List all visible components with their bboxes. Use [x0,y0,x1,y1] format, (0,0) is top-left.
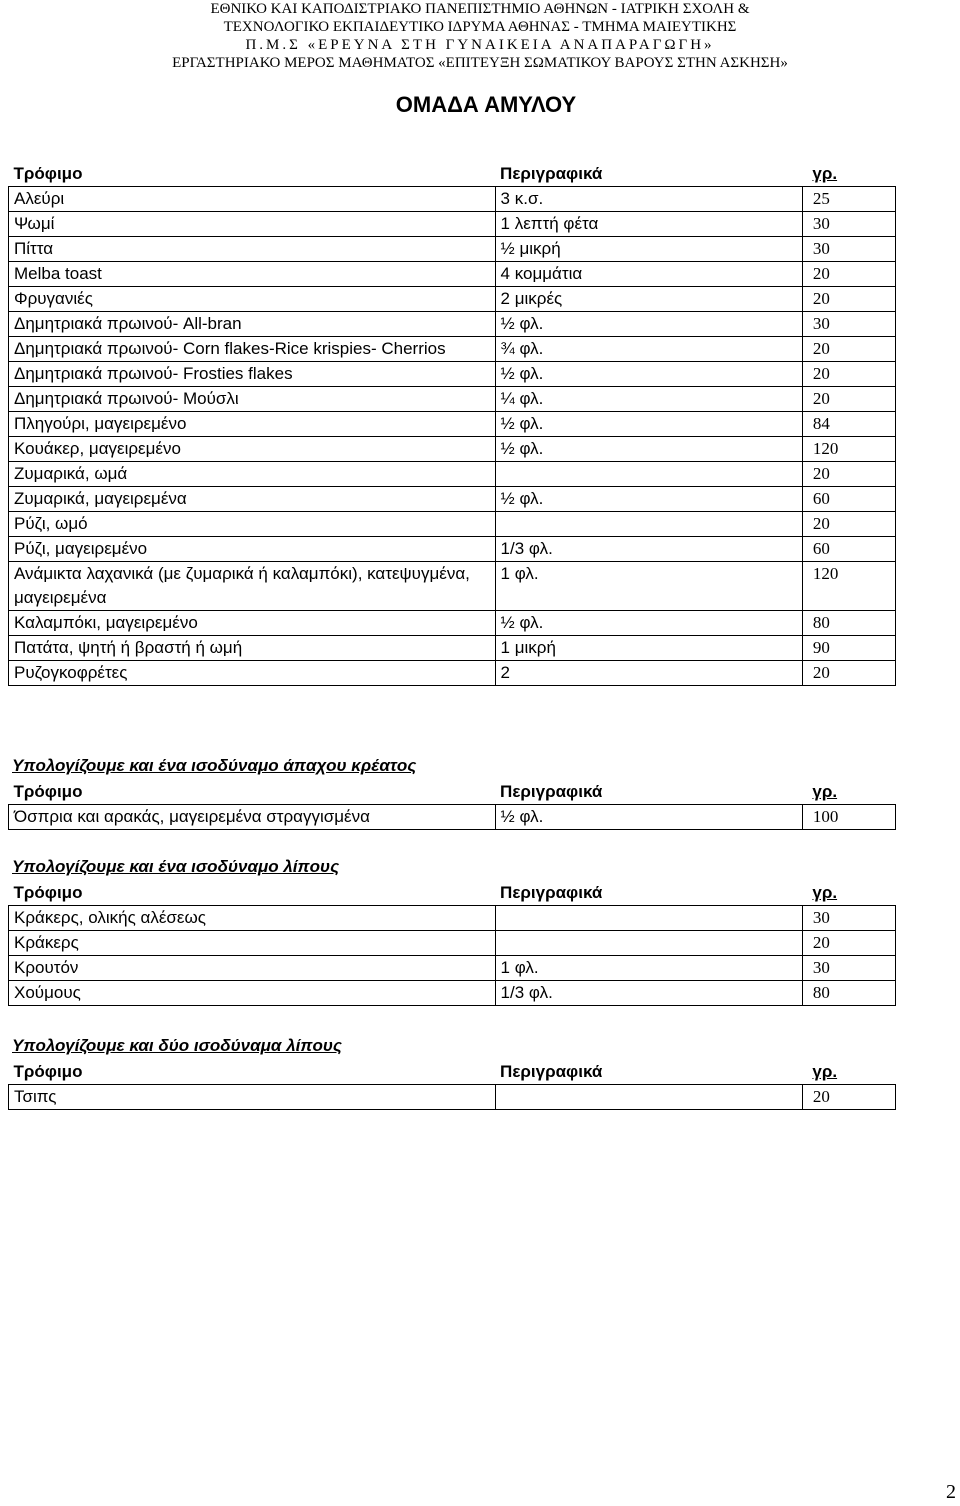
one-fat-table [8,881,896,1006]
cell-food: Ψωμί [9,212,496,237]
column-header-description: Περιγραφικά [495,881,802,906]
cell-description [495,1085,802,1110]
table-row [9,661,896,686]
cell-food: Melba toast [9,262,496,287]
table-row [9,237,896,262]
cell-food: Κράκερς, ολικής αλέσεως [9,906,496,931]
cell-description: 1/3 φλ. [495,981,802,1006]
table-row [9,212,896,237]
cell-food: Δημητριακά πρωινού- Corn flakes-Rice krispies- Cherrios [9,337,496,362]
cell-grams: 30 [802,312,895,337]
column-header-description: Περιγραφικά [495,1060,802,1085]
starch-table [8,162,896,686]
column-header-grams: γρ. [802,780,895,805]
cell-grams: 60 [802,487,895,512]
table-row [9,562,896,611]
cell-grams: 30 [802,956,895,981]
cell-grams: 20 [802,262,895,287]
cell-food: Δημητριακά πρωινού- All-bran [9,312,496,337]
table-row [9,906,896,931]
cell-description: 2 μικρές [495,287,802,312]
table-header-row [9,1060,896,1085]
cell-food: Κουάκερ, μαγειρεμένο [9,437,496,462]
cell-description: 1/3 φλ. [495,537,802,562]
table-row [9,1085,896,1110]
cell-food: Χούμους [9,981,496,1006]
cell-grams: 120 [802,437,895,462]
cell-description: ½ φλ. [495,362,802,387]
column-header-description: Περιγραφικά [495,162,802,187]
table-row [9,931,896,956]
table-row [9,312,896,337]
cell-grams: 120 [802,562,895,611]
table-row [9,262,896,287]
cell-description: ½ φλ. [495,611,802,636]
column-header-food: Τρόφιμο [9,881,496,906]
cell-description: ½ φλ. [495,412,802,437]
cell-description: ½ μικρή [495,237,802,262]
cell-grams: 20 [802,661,895,686]
lean-meat-table [8,780,896,830]
cell-grams: 20 [802,337,895,362]
cell-grams: 30 [802,906,895,931]
cell-grams: 20 [802,462,895,487]
cell-food: Κρουτόν [9,956,496,981]
cell-description: 3 κ.σ. [495,187,802,212]
cell-food: Πληγούρι, μαγειρεμένο [9,412,496,437]
cell-grams: 20 [802,287,895,312]
table-row [9,462,896,487]
cell-description: ½ φλ. [495,437,802,462]
cell-food: Πατάτα, ψητή ή βραστή ή ωμή [9,636,496,661]
table-row [9,362,896,387]
cell-description [495,906,802,931]
cell-grams: 20 [802,362,895,387]
header-line-program: Π.Μ.Σ «ΕΡΕΥΝΑ ΣΤΗ ΓΥΝΑΙΚΕΙΑ ΑΝΑΠΑΡΑΓΩΓΗ» [245,37,715,53]
two-fat-table [8,1060,896,1110]
cell-food: Ζυμαρικά, ωμά [9,462,496,487]
table-row [9,337,896,362]
cell-description: ½ φλ. [495,487,802,512]
column-header-food: Τρόφιμο [9,162,496,187]
cell-food: Ζυμαρικά, μαγειρεμένα [9,487,496,512]
cell-food: Δημητριακά πρωινού- Μούσλι [9,387,496,412]
cell-food: Ρύζι, ωμό [9,512,496,537]
cell-grams: 100 [802,805,895,830]
page-number: 2 [946,1481,956,1503]
header-line-university: ΕΘΝΙΚΟ ΚΑΙ ΚΑΠΟΔΙΣΤΡΙΑΚΟ ΠΑΝΕΠΙΣΤΗΜΙΟ ΑΘΗΝΩΝ - ΙΑΤΡΙΚΗ ΣΧΟΛΗ & [210,1,750,17]
cell-description: 2 [495,661,802,686]
cell-description: 1 μικρή [495,636,802,661]
cell-grams: 20 [802,512,895,537]
table-row [9,387,896,412]
cell-grams: 30 [802,237,895,262]
cell-grams: 90 [802,636,895,661]
table-row [9,187,896,212]
cell-food: Όσπρια και αρακάς, μαγειρεμένα στραγγισμένα [9,805,496,830]
table-row [9,487,896,512]
table-header-row [9,780,896,805]
column-header-food: Τρόφιμο [9,780,496,805]
cell-description: 1 λεπτή φέτα [495,212,802,237]
table-row [9,437,896,462]
table-row [9,512,896,537]
column-header-grams: γρ. [802,881,895,906]
cell-description [495,931,802,956]
header-line-institute: ΤΕΧΝΟΛΟΓΙΚΟ ΕΚΠΑΙΔΕΥΤΙΚΟ ΙΔΡΥΜΑ ΑΘΗΝΑΣ - ΤΜΗΜΑ ΜΑΙΕΥΤΙΚΗΣ [223,19,737,35]
cell-description [495,462,802,487]
header-line-course: ΕΡΓΑΣΤΗΡΙΑΚΟ ΜΕΡΟΣ ΜΑΘΗΜΑΤΟΣ «ΕΠΙΤΕΥΞΗ ΣΩΜΑΤΙΚΟΥ ΒΑΡΟΥΣ ΣΤΗΝ ΑΣΚΗΣΗ» [172,55,788,71]
table-row [9,981,896,1006]
cell-food: Ανάμικτα λαχανικά (με ζυμαρικά ή καλαμπόκι), κατεψυγμένα, μαγειρεμένα [9,562,496,611]
table-row [9,287,896,312]
cell-description: ½ φλ. [495,312,802,337]
cell-food: Αλεύρι [9,187,496,212]
table-row [9,956,896,981]
cell-description: ¼ φλ. [495,387,802,412]
cell-grams: 30 [802,212,895,237]
column-header-grams: γρ. [802,162,895,187]
cell-description: 4 κομμάτια [495,262,802,287]
cell-food: Πίττα [9,237,496,262]
table-row [9,611,896,636]
cell-grams: 60 [802,537,895,562]
cell-food: Ρυζογκοφρέτες [9,661,496,686]
cell-food: Τσιπς [9,1085,496,1110]
table-header-row [9,162,896,187]
cell-grams: 20 [802,387,895,412]
cell-grams: 80 [802,981,895,1006]
document-header [0,0,960,72]
table-row [9,805,896,830]
section-title-one-fat: Υπολογίζουμε και ένα ισοδύναμο λίπους [12,857,340,876]
cell-food: Φρυγανιές [9,287,496,312]
cell-food: Καλαμπόκι, μαγειρεμένο [9,611,496,636]
cell-description: ½ φλ. [495,805,802,830]
table-row [9,412,896,437]
table-row [9,537,896,562]
cell-description: 1 φλ. [495,956,802,981]
cell-grams: 20 [802,931,895,956]
page-title: ΟΜΑΔΑ ΑΜΥΛΟΥ [395,92,577,117]
section-title-lean-meat: Υπολογίζουμε και ένα ισοδύναμο άπαχου κρέατος [12,756,417,775]
table-row [9,636,896,661]
cell-grams: 25 [802,187,895,212]
cell-grams: 84 [802,412,895,437]
table-header-row [9,881,896,906]
section-title-two-fat: Υπολογίζουμε και δύο ισοδύναμα λίπους [12,1036,342,1055]
cell-food: Δημητριακά πρωινού- Frosties flakes [9,362,496,387]
column-header-food: Τρόφιμο [9,1060,496,1085]
column-header-description: Περιγραφικά [495,780,802,805]
cell-food: Ρύζι, μαγειρεμένο [9,537,496,562]
cell-grams: 20 [802,1085,895,1110]
column-header-grams: γρ. [802,1060,895,1085]
cell-grams: 80 [802,611,895,636]
cell-description: 1 φλ. [495,562,802,611]
cell-food: Κράκερς [9,931,496,956]
cell-description: ¾ φλ. [495,337,802,362]
cell-description [495,512,802,537]
